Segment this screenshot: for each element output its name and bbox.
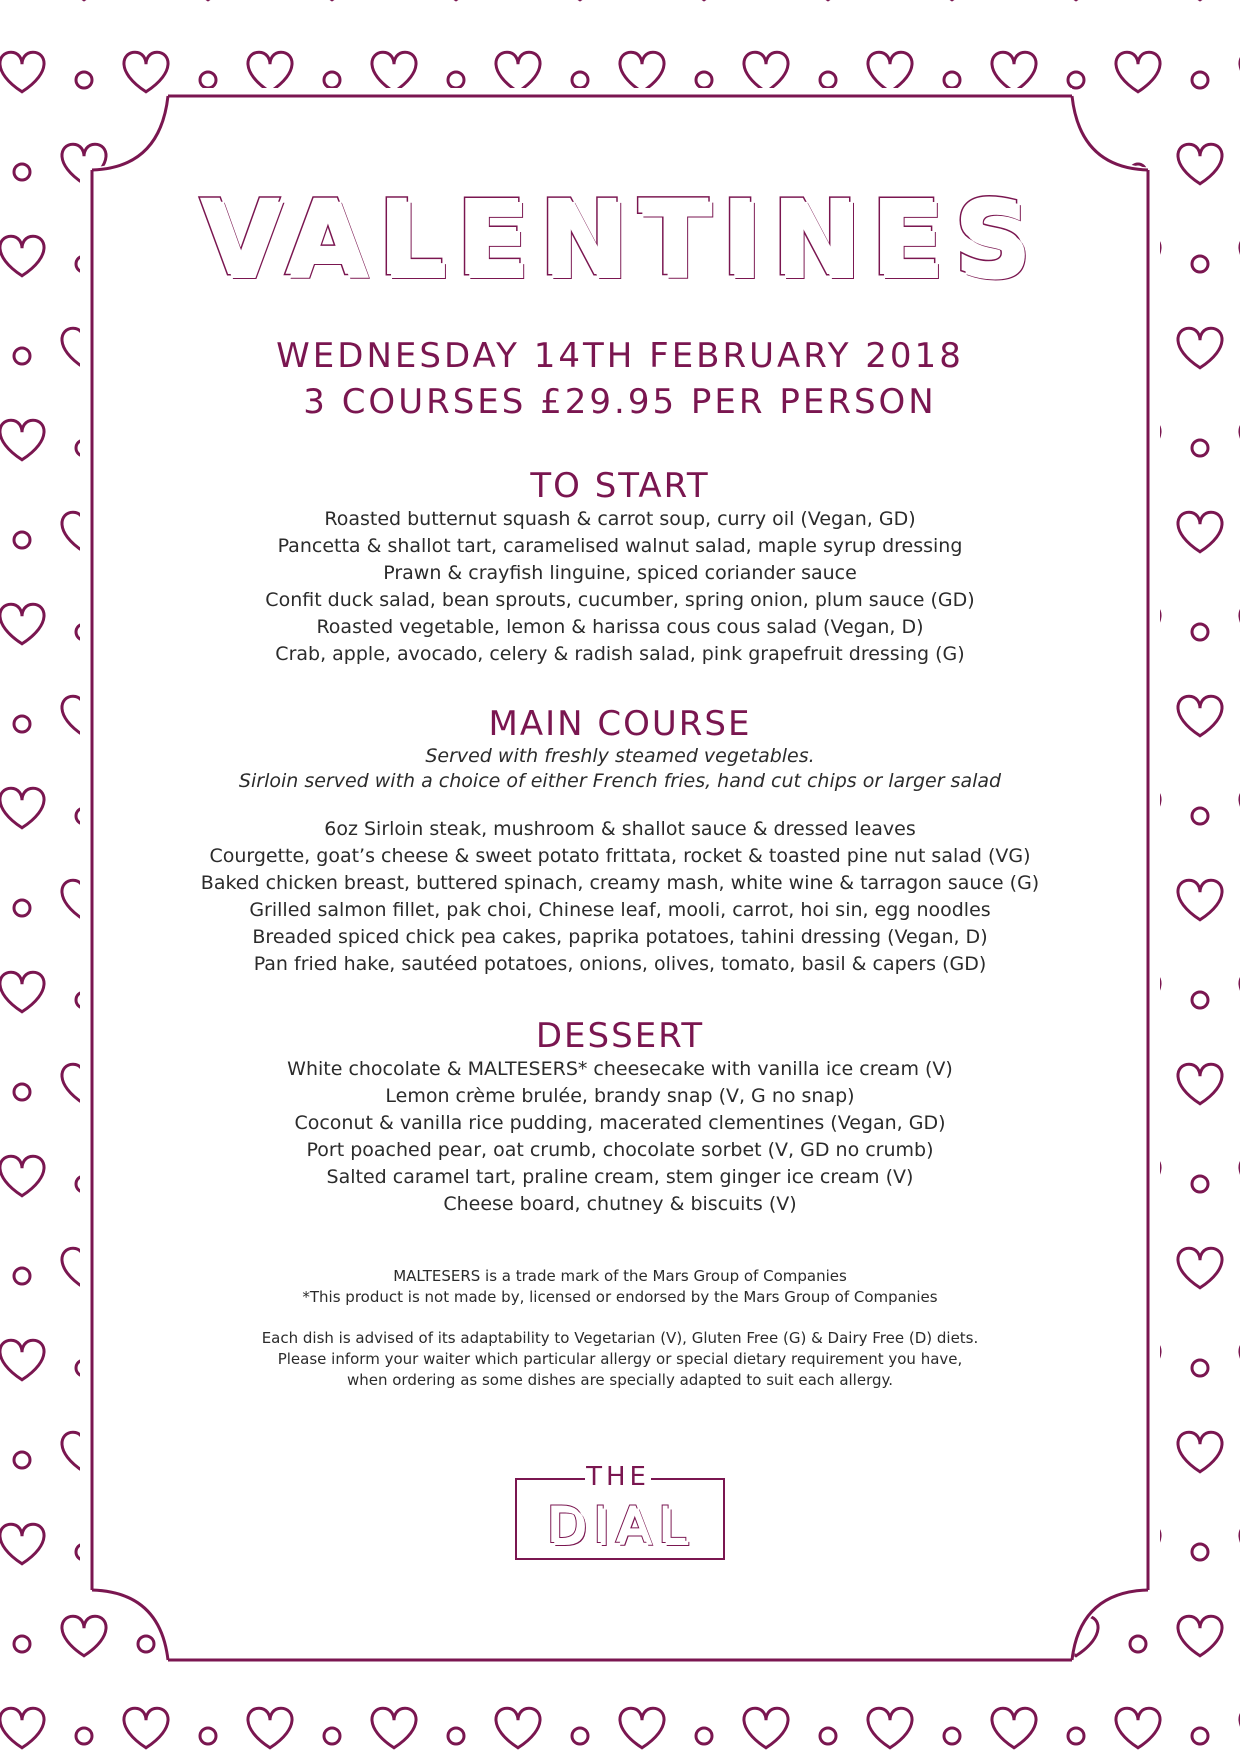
menu-content	[160, 0, 1080, 1753]
starters-title: TO START	[530, 466, 710, 506]
trademark-notice	[160, 1266, 1080, 1308]
the-dial-logo	[515, 1460, 725, 1560]
desserts-section	[160, 1016, 1080, 1218]
trademark-line: *This product is not made by, licensed or endorsed by the Mars Group of Companies	[302, 1288, 938, 1306]
list-item: Prawn & crayfish linguine, spiced coriander sauce	[383, 562, 857, 584]
list-item: White chocolate & MALTESERS* cheesecake with vanilla ice cream (V)	[287, 1058, 953, 1080]
list-item: Lemon crème brulée, brandy snap (V, G no snap)	[385, 1085, 855, 1107]
list-item: Roasted vegetable, lemon & harissa cous cous salad (Vegan, D)	[316, 616, 924, 638]
mains-section	[160, 704, 1080, 978]
list-item: Breaded spiced chick pea cakes, paprika potatoes, tahini dressing (Vegan, D)	[252, 926, 988, 948]
event-date: WEDNESDAY 14TH FEBRUARY 2018	[276, 336, 964, 376]
trademark-line: MALTESERS is a trade mark of the Mars Group of Companies	[393, 1267, 847, 1285]
list-item: Roasted butternut squash & carrot soup, curry oil (Vegan, GD)	[324, 508, 916, 530]
list-item: Crab, apple, avocado, celery & radish salad, pink grapefruit dressing (G)	[275, 643, 965, 665]
price-line: 3 COURSES £29.95 PER PERSON	[303, 382, 937, 422]
list-item: Cheese board, chutney & biscuits (V)	[443, 1193, 797, 1215]
dietary-line: Please inform your waiter which particular allergy or special dietary requirement you have,	[277, 1350, 963, 1368]
logo-the: THE	[586, 1462, 650, 1492]
list-item: Port poached pear, oat crumb, chocolate sorbet (V, GD no crumb)	[306, 1139, 934, 1161]
list-item: Grilled salmon fillet, pak choi, Chinese leaf, mooli, carrot, hoi sin, egg noodles	[249, 899, 991, 921]
mains-title: MAIN COURSE	[488, 704, 752, 744]
dietary-notice	[160, 1328, 1080, 1391]
list-item: Coconut & vanilla rice pudding, macerated clementines (Vegan, GD)	[294, 1112, 946, 1134]
list-item: Pancetta & shallot tart, caramelised walnut salad, maple syrup dressing	[277, 535, 963, 557]
dietary-line: Each dish is advised of its adaptability to Vegetarian (V), Gluten Free (G) & Dairy Free (D) diets.	[261, 1329, 979, 1347]
starters-section	[160, 466, 1080, 668]
dietary-line: when ordering as some dishes are specially adapted to suit each allergy.	[346, 1371, 894, 1389]
mains-note: Sirloin served with a choice of either French fries, hand cut chips or larger salad	[238, 770, 1002, 792]
page-title: VALENTINES	[199, 177, 1041, 299]
list-item: 6oz Sirloin steak, mushroom & shallot sauce & dressed leaves	[324, 818, 916, 840]
list-item: Pan fried hake, sautéed potatoes, onions, olives, tomato, basil & capers (GD)	[253, 953, 987, 975]
list-item: Confit duck salad, bean sprouts, cucumber, spring onion, plum sauce (GD)	[265, 589, 975, 611]
list-item: Salted caramel tart, praline cream, stem ginger ice cream (V)	[326, 1166, 914, 1188]
list-item: Courgette, goat’s cheese & sweet potato frittata, rocket & toasted pine nut salad (VG)	[209, 845, 1031, 867]
list-item: Baked chicken breast, buttered spinach, creamy mash, white wine & tarragon sauce (G)	[200, 872, 1040, 894]
desserts-title: DESSERT	[535, 1016, 705, 1056]
mains-note: Served with freshly steamed vegetables.	[425, 745, 815, 767]
logo-dial: DIAL	[546, 1496, 694, 1554]
